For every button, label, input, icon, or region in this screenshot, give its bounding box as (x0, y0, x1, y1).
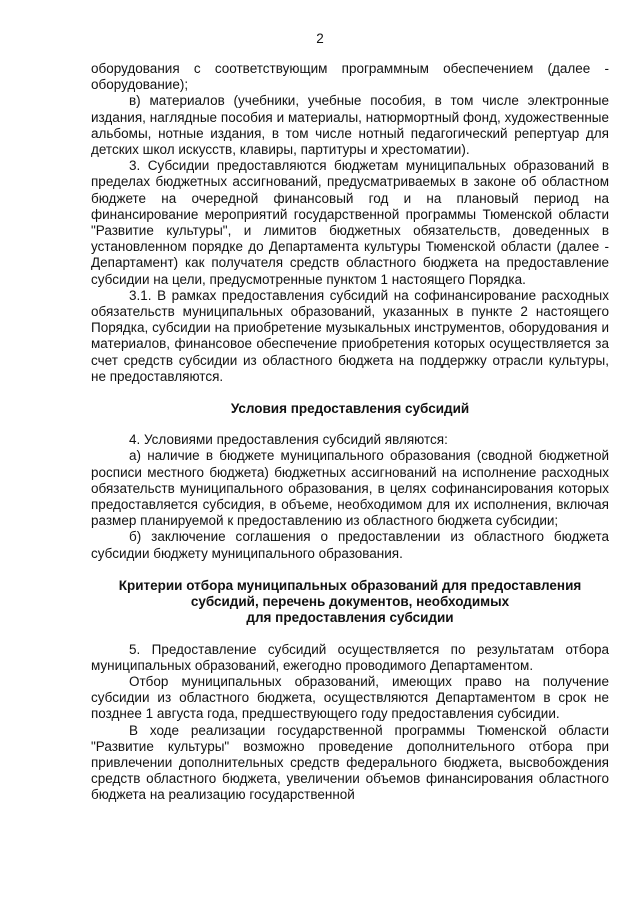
paragraph-additional-selection: В ходе реализации государственной программы Тюменской области "Развитие культуры" возможно проведение дополнительного отбора при привлечении дополнительных средств федерального бюджета, высвобождения средств областного бюджета, увеличении объемов финансирования областного бюджета на реализацию государственной (91, 722, 609, 803)
paragraph-equipment-continuation: оборудования с соответствующим программным обеспечением (далее - оборудование); (91, 61, 609, 93)
paragraph-item-3: 3. Субсидии предоставляются бюджетам муниципальных образований в пределах бюджетных ассигнований, предусматриваемых в законе об областном бюджете на очередной финансовый год и на плановый период на финансирование мероприятий государственной программы Тюменской области "Развитие культуры", и лимитов бюджетных обязательств, доведенных в установленном порядке до Департамента культуры Тюменской области (далее - Департамент) как получателя средств областного бюджета на предоставление субсидии на цели, предусмотренные пунктом 1 настоящего Порядка. (91, 158, 609, 287)
paragraph-item-4-a: а) наличие в бюджете муниципального образования (сводной бюджетной росписи местного бюджета) бюджетных ассигнований на исполнение расходных обязательств муниципального образования, в целях софинансирования которых предоставляется субсидия, в объеме, необходимом для их исполнения, включая размер планируемой к предоставлению из областного бюджета субсидии; (91, 448, 609, 529)
page-number: 2 (316, 31, 324, 46)
section-heading-criteria-line-3: для предоставления субсидии (246, 610, 454, 626)
section-heading-criteria-line-1: Критерии отбора муниципальных образований для предоставления (118, 577, 582, 593)
paragraph-selection-deadline: Отбор муниципальных образований, имеющих право на получение субсидии из областного бюджета, осуществляются Департаментом в срок не позднее 1 августа года, предшествующего году предоставления субсидии. (91, 673, 609, 722)
paragraph-item-4: 4. Условиями предоставления субсидий являются: (129, 432, 448, 448)
paragraph-item-3-1: 3.1. В рамках предоставления субсидий на софинансирование расходных обязательств муниципальных образований, указанных в пункте 2 настоящего Порядка, субсидии на приобретение музыкальных инструментов, оборудования и материалов, финансовое обеспечение приобретения которых осуществляется за счет средств субсидии из областного бюджета на поддержку отрасли культуры, не предоставляются. (91, 287, 609, 384)
section-heading-criteria-line-2: субсидий, перечень документов, необходимых (190, 594, 510, 610)
document-body (91, 61, 609, 804)
paragraph-item-5: 5. Предоставление субсидий осуществляется по результатам отбора муниципальных образований, ежегодно проводимого Департаментом. (91, 641, 609, 673)
section-heading-conditions: Условия предоставления субсидий (230, 401, 470, 417)
paragraph-item-4-b: б) заключение соглашения о предоставлении из областного бюджета субсидии бюджету муниципального образования. (91, 529, 609, 561)
section-heading-criteria (91, 578, 609, 627)
paragraph-materials: в) материалов (учебники, учебные пособия, в том числе электронные издания, наглядные пособия и материалы, натюрмортный фонд, художественные альбомы, нотные издания, в том числе нотный педагогический репертуар для детских школ искусств, клавиры, партитуры и хрестоматии). (91, 93, 609, 158)
